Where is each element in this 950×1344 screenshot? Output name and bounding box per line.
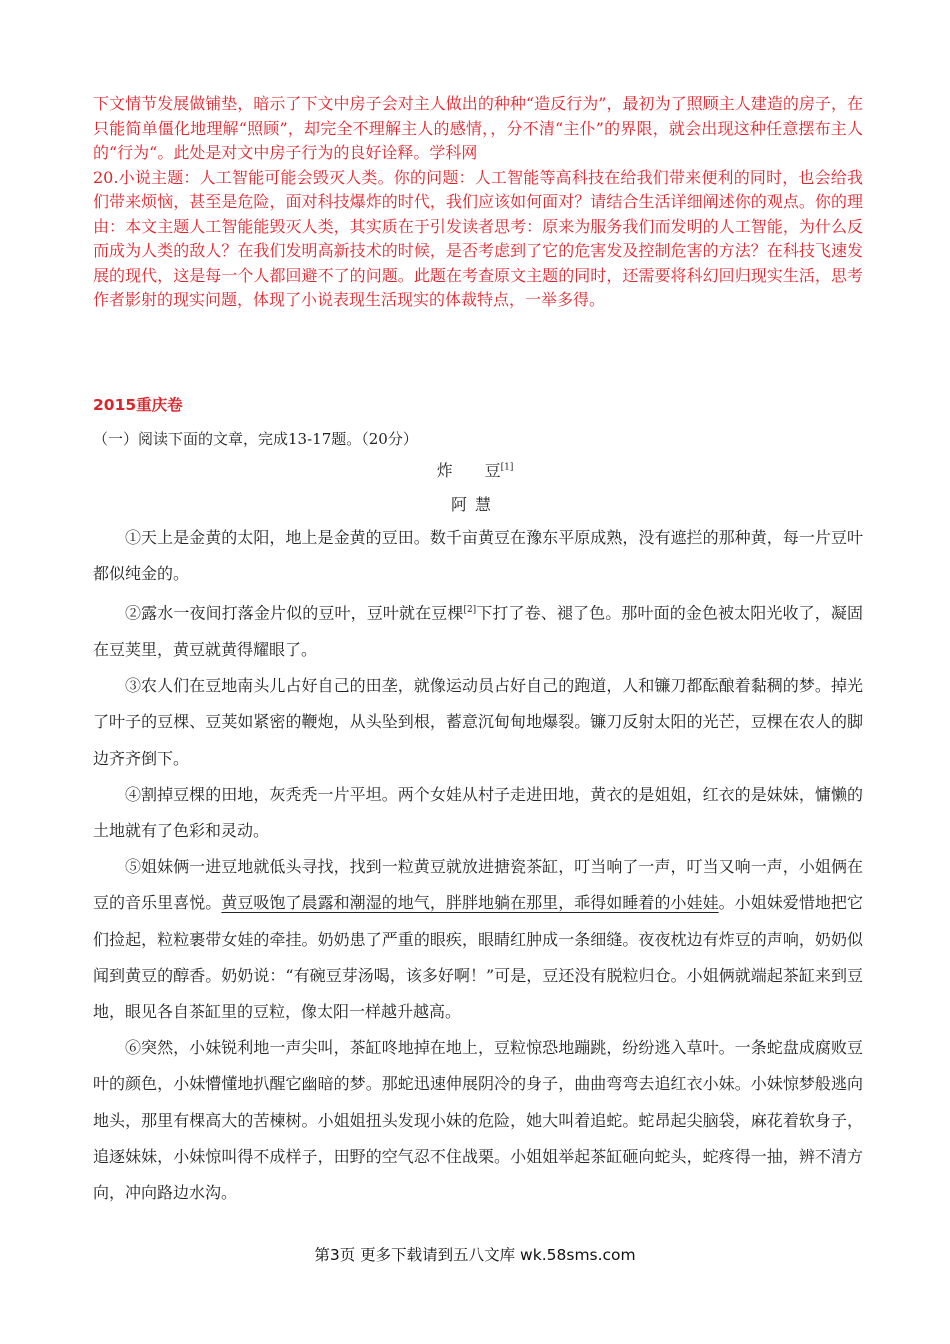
title-footnote-marker: [1] xyxy=(500,462,514,473)
article-title-char-2: 豆 xyxy=(484,461,501,480)
answer-paragraph-20: 20.小说主题：人工智能可能会毁灭人类。你的问题：人工智能等高科技在给我们带来便利的同时，也会给我们带来烦恼，甚至是危险，面对科技爆炸的时代，我们应该如何面对？请结合生活详细阐述你的观点。你的理由：本文主题人工智能能毁灭人类，其实质在于引发读者思考：原来为服务我们而发明的人工智能，为什么反而成为人类的敌人？在我们发明高新技术的时候，是否考虑到了它的危害发及控制危害的方法？在科技飞速发展的现代，这是每一个人都回避不了的问题。此题在考查原文主题的同时，还需要将科幻回归现实生活，思考作者影射的现实问题，体现了小说表现生活现实的体裁特点，一举多得。 xyxy=(93,167,863,309)
paragraph-5-part-a: ⑤姐妹俩一进豆地就低头寻找，找到一粒黄豆就放进搪瓷茶缸，叮当响了一声，叮当又响一声，小姐俩在豆的音乐里喜悦。 xyxy=(93,857,863,913)
paragraph-2-part-b: 下打了卷、褪了色。那叶面的金色被太阳光收了，凝固在豆荚里，黄豆就黄得耀眼了。 xyxy=(93,603,863,659)
article-body xyxy=(93,520,863,1211)
paragraph-4: ④割掉豆棵的田地，灰秃秃一片平坦。两个女娃从村子走进田地，黄衣的是姐姐，红衣的是妹妹，慵懒的土地就有了色彩和灵动。 xyxy=(93,784,863,840)
paragraph-2-part-a: ②露水一夜间打落金片似的豆叶，豆叶就在豆棵 xyxy=(125,603,464,623)
paragraph-2 xyxy=(93,592,863,668)
underlined-sentence: 黄豆吸饱了晨露和潮湿的地气，胖胖地躺在那里，乖得如睡着的小娃娃 xyxy=(221,893,719,913)
paragraph-6: ⑥突然，小妹锐利地一声尖叫，茶缸咚地掉在地上，豆粒惊恐地蹦跳，纷纷逃入草叶。一条蛇盘成腐败豆叶的颜色，小妹懵懂地扒醒它幽暗的梦。那蛇迅速伸展阴冷的身子，曲曲弯弯去追红衣小妹。小妹惊梦般逃向地头，那里有棵高大的苦楝树。小姐姐扭头发现小妹的危险，她大叫着追蛇。蛇昂起尖脑袋，麻花着软身子，追逐妹妹，小妹惊叫得不成样子，田野的空气忍不住战栗。小姐姐举起茶缸砸向蛇头，蛇疼得一抽，辨不清方向，冲向路边水沟。 xyxy=(93,1038,863,1202)
footnote-marker-2: [2] xyxy=(463,605,477,616)
answer-explanation xyxy=(93,92,863,313)
article-title xyxy=(0,458,950,481)
page-footer: 第3页 更多下载请到五八文库 wk.58sms.com xyxy=(314,1246,636,1264)
question-intro: （一）阅读下面的文章，完成13-17题。（20分） xyxy=(93,430,418,448)
section-title: 2015重庆卷 xyxy=(93,396,183,414)
paragraph-3: ③农人们在豆地南头儿占好自己的田垄，就像运动员占好自己的跑道，人和镰刀都酝酿着黏稠的梦。掉光了叶子的豆棵、豆荚如紧密的鞭炮，从头坠到根，蓄意沉甸甸地爆裂。镰刀反射太阳的光芒，豆棵在农人的脚边齐齐倒下。 xyxy=(93,676,863,768)
paragraph-1: ①天上是金黄的太阳，地上是金黄的豆田。数千亩黄豆在豫东平原成熟，没有遮拦的那种黄，每一片豆叶都似纯金的。 xyxy=(93,528,863,584)
article-title-char-1: 炸 xyxy=(436,461,453,480)
paragraph-5 xyxy=(93,849,863,1030)
paragraph-5-part-b: 。小姐妹爱惜地把它们捡起，粒粒裹带女娃的牵挂。奶奶患了严重的眼疾，眼睛红肿成一条细缝。夜夜枕边有炸豆的声响，奶奶似闻到黄豆的醇香。奶奶说：“有碗豆芽汤喝，该多好啊！”可是，豆还没有脱粒归仓。小姐俩就端起茶缸来到豆地，眼见各自茶缸里的豆粒，像太阳一样越升越高。 xyxy=(93,893,863,1021)
answer-paragraph-continuation: 下文情节发展做铺垫，暗示了下文中房子会对主人做出的种种“造反行为”，最初为了照顾主人建造的房子，在只能简单僵化地理解“照顾”，却完全不理解主人的感情，，分不清“主仆”的界限，就会出现这种任意摆布主人的“行为“。此处是对文中房子行为的良好诠释。学科网 xyxy=(93,94,863,162)
article-author: 阿慧 xyxy=(450,495,499,514)
